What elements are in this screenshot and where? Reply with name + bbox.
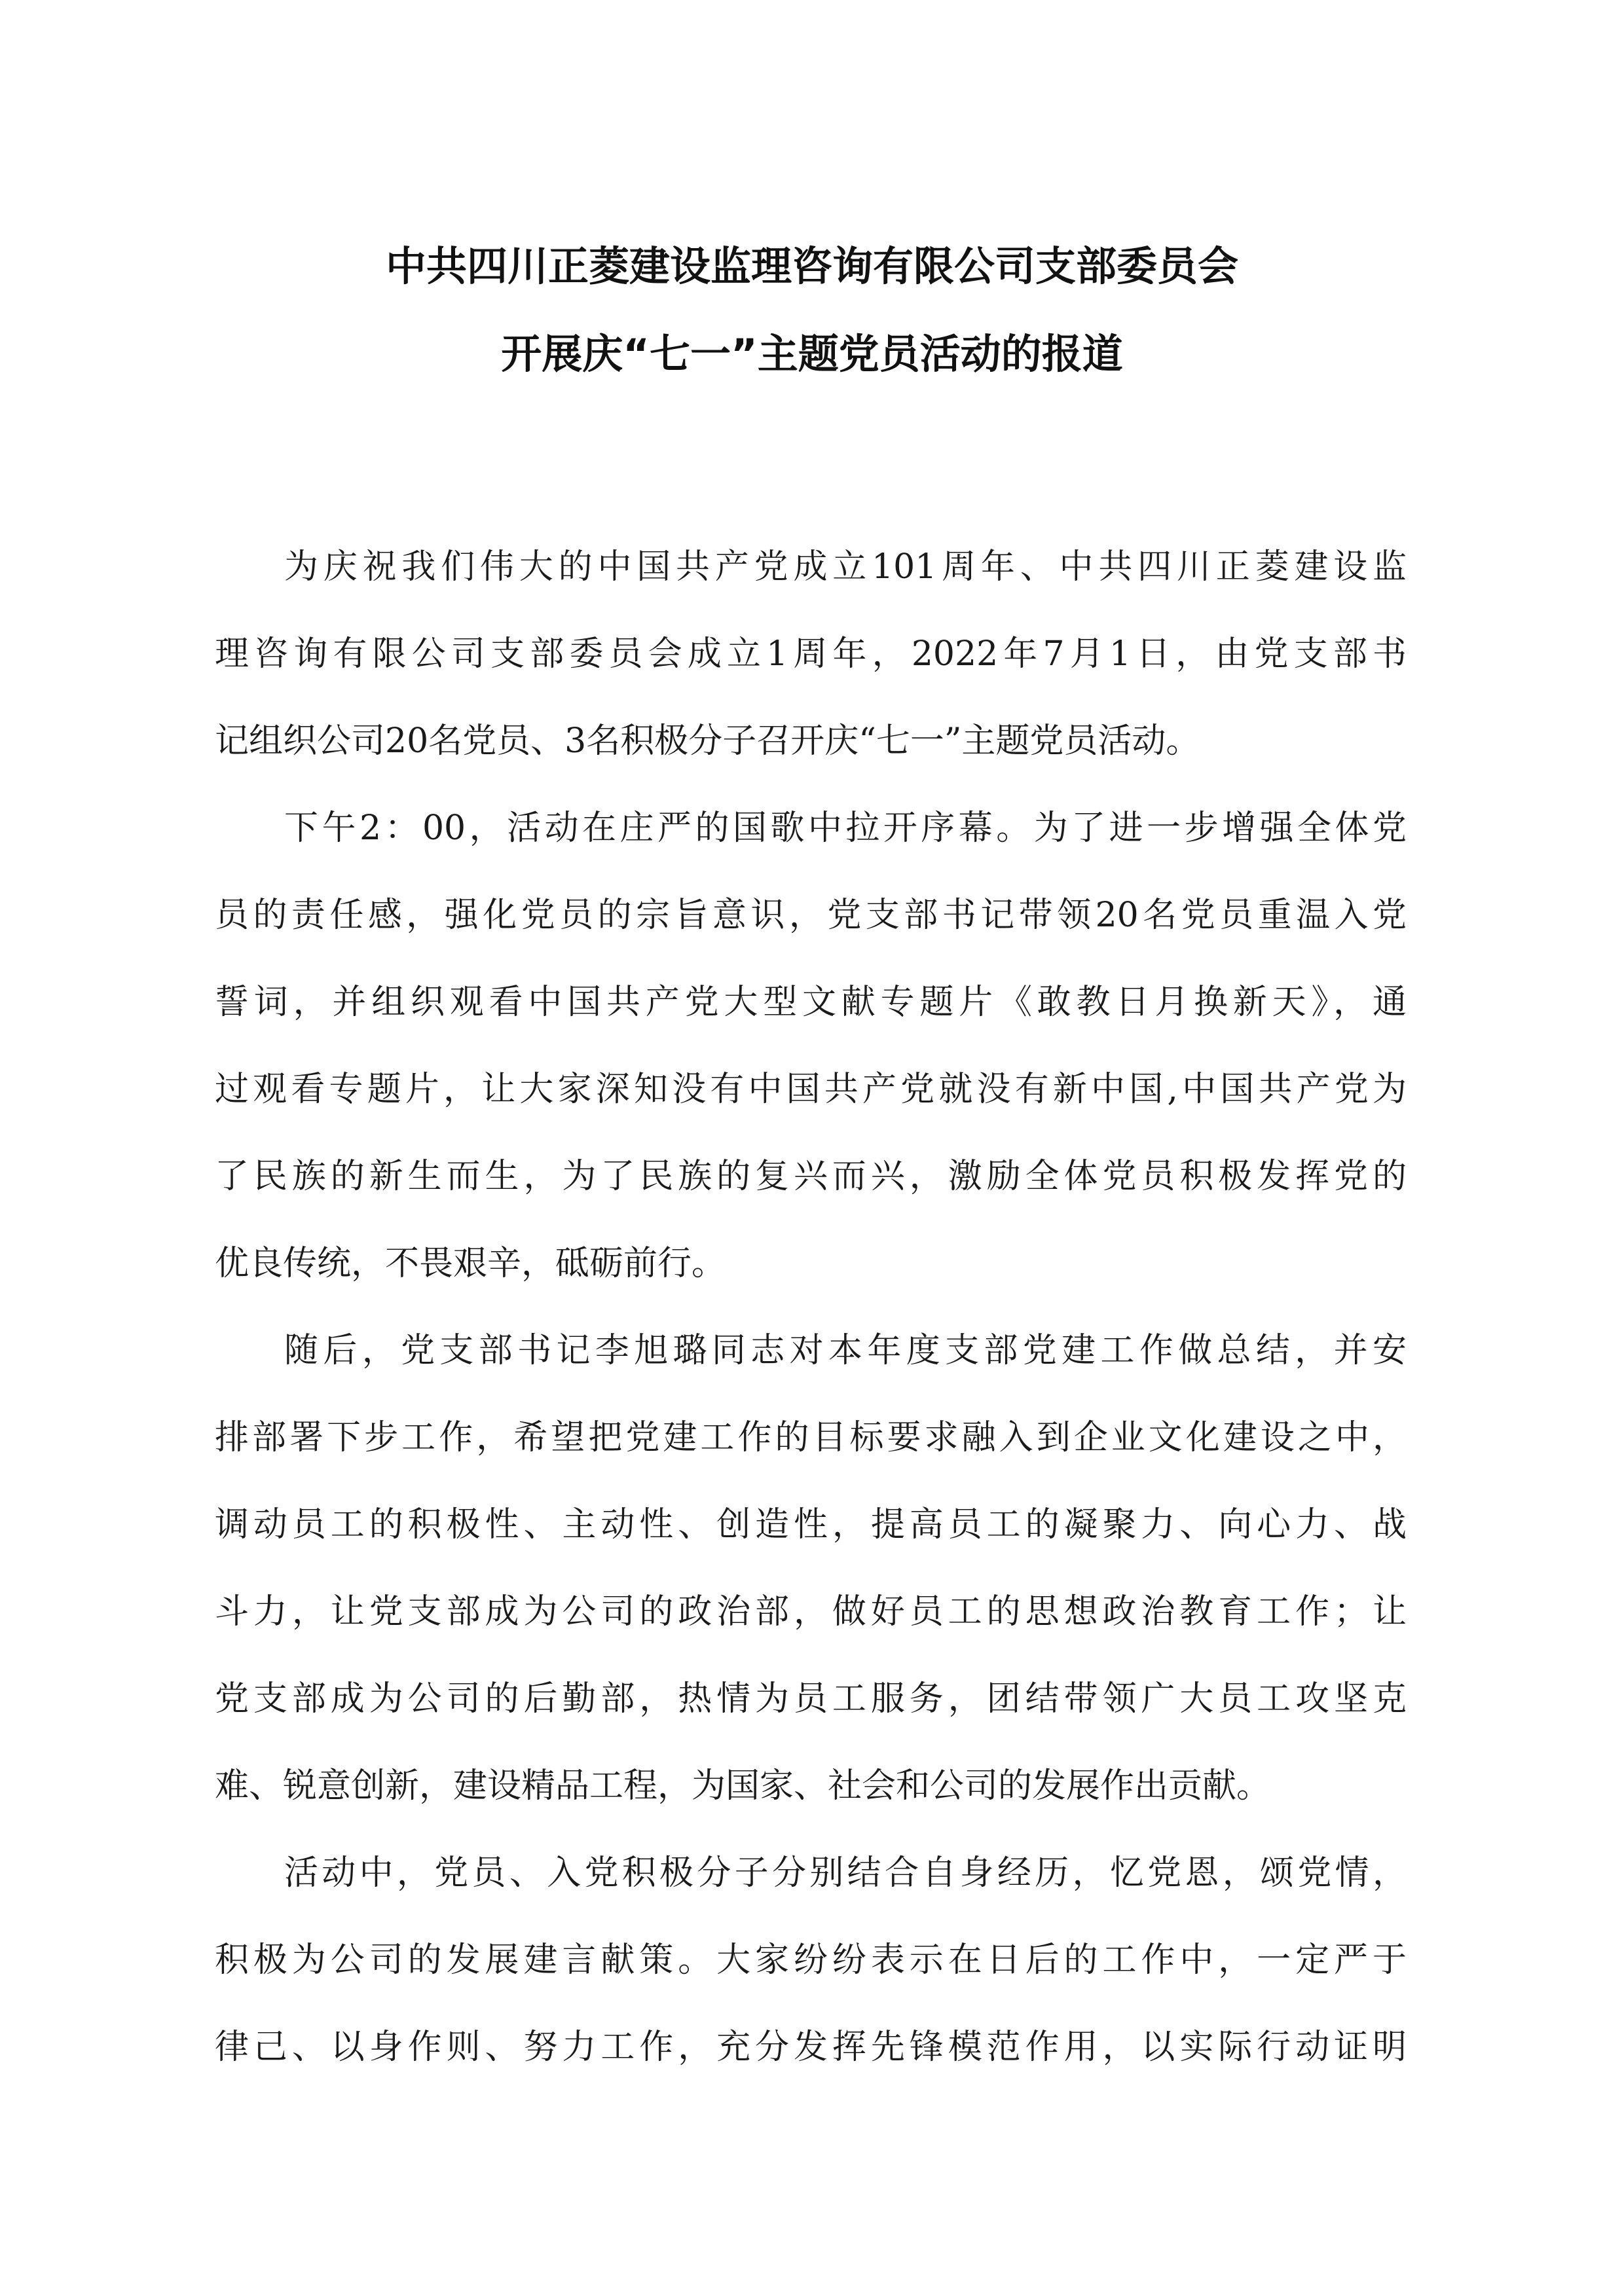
text-line: 调动员工的积极性、主动性、创造性，提高员工的凝聚力、向心力、战 [215, 1505, 1407, 1544]
text-line: 优良传统，不畏艰辛，砥砺前行。 [215, 1244, 726, 1283]
title-line-2: 开展庆“七一”主题党员活动的报道 [501, 330, 1123, 378]
text-line: 律己、以身作则、努力工作，充分发挥先锋模范作用，以实际行动证明 [215, 2028, 1407, 2067]
report-title [0, 223, 1624, 398]
paragraph-4 [215, 1830, 1407, 2091]
text-line: 随后，党支部书记李旭璐同志对本年度支部党建工作做总结，并安 [284, 1331, 1407, 1370]
paragraph-2 [215, 785, 1407, 1307]
text-line: 斗力，让党支部成为公司的政治部，做好员工的思想政治教育工作；让 [215, 1592, 1407, 1631]
text-line: 记组织公司20名党员、3名积极分子召开庆“七一”主题党员活动。 [215, 721, 1200, 761]
text-line: 理咨询有限公司支部委员会成立1周年，2022年7月1日，由党支部书 [215, 634, 1407, 674]
report-body [215, 524, 1407, 2091]
text-line: 活动中，党员、入党积极分子分别结合自身经历，忆党恩，颂党情， [284, 1853, 1407, 1893]
paragraph-3 [215, 1307, 1407, 1830]
text-line: 为庆祝我们伟大的中国共产党成立101周年、中共四川正菱建设监 [284, 547, 1407, 587]
text-line: 誓词，并组织观看中国共产党大型文献专题片《敢教日月换新天》，通 [215, 983, 1407, 1022]
text-line: 积极为公司的发展建言献策。大家纷纷表示在日后的工作中，一定严于 [215, 1941, 1407, 1980]
text-line: 下午2：00，活动在庄严的国歌中拉开序幕。为了进一步增强全体党 [284, 809, 1407, 848]
text-line: 难、锐意创新，建设精品工程，为国家、社会和公司的发展作出贡献。 [215, 1766, 1271, 1806]
title-line-1: 中共四川正菱建设监理咨询有限公司支部委员会 [385, 242, 1238, 290]
text-line: 了民族的新生而生，为了民族的复兴而兴，激励全体党员积极发挥党的 [215, 1157, 1407, 1196]
text-line: 党支部成为公司的后勤部，热情为员工服务，团结带领广大员工攻坚克 [215, 1679, 1407, 1719]
paragraph-1 [215, 524, 1407, 785]
text-line: 过观看专题片，让大家深知没有中国共产党就没有新中国,中国共产党为 [215, 1070, 1407, 1109]
text-line: 排部署下步工作，希望把党建工作的目标要求融入到企业文化建设之中， [215, 1418, 1407, 1457]
text-line: 员的责任感，强化党员的宗旨意识，党支部书记带领20名党员重温入党 [215, 896, 1407, 935]
